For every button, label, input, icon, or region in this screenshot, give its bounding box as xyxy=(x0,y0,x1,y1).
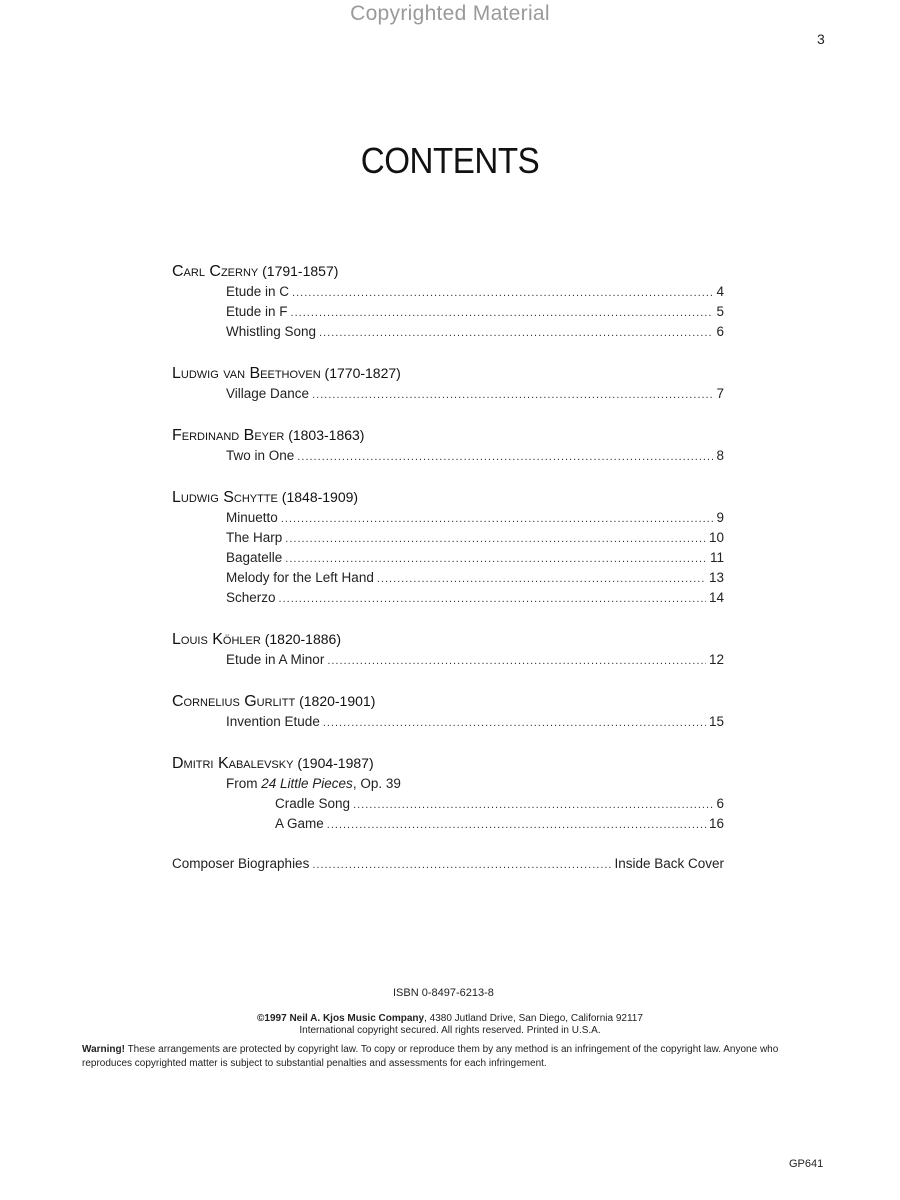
dot-leader xyxy=(327,815,706,835)
entry-page: 10 xyxy=(708,530,724,545)
composer-name: Cornelius Gurlitt xyxy=(172,693,296,710)
entry-page: 5 xyxy=(716,304,724,319)
toc-entry xyxy=(172,282,724,302)
composer-name: Carl Czerny xyxy=(172,263,259,280)
dot-leader xyxy=(291,303,714,323)
composer-section xyxy=(172,424,724,466)
composer-heading xyxy=(172,260,724,282)
entry-page: 11 xyxy=(709,550,724,565)
toc-entry xyxy=(172,302,724,322)
entry-title: Whistling Song xyxy=(226,324,317,339)
toc-entry xyxy=(172,814,724,834)
composer-section xyxy=(172,628,724,670)
toc-entry xyxy=(172,548,724,568)
entry-title: A Game xyxy=(275,816,324,831)
composer-section xyxy=(172,690,724,732)
toc-entry xyxy=(172,508,724,528)
dot-leader xyxy=(312,855,611,875)
entry-title: Etude in A Minor xyxy=(226,652,325,667)
warning-text: These arrangements are protected by copyright law. To copy or reproduce them by any method is an infringement of the copyright law. Anyone who reproduces copyrighted matter is subject to substantial penalties and assessments for each infringement. xyxy=(82,1044,779,1069)
subheading-suffix: , Op. 39 xyxy=(352,776,401,791)
composer-name: Dmitri Kabalevsky xyxy=(172,755,294,772)
table-of-contents xyxy=(172,260,724,874)
entry-title: The Harp xyxy=(226,530,283,545)
entry-page: 12 xyxy=(708,652,724,667)
composer-heading xyxy=(172,362,724,384)
toc-entry xyxy=(172,588,724,608)
entry-title: Two in One xyxy=(226,448,295,463)
entry-page: 4 xyxy=(716,284,724,299)
toc-entry xyxy=(172,528,724,548)
entry-title: Etude in F xyxy=(226,304,288,319)
composer-heading xyxy=(172,752,724,774)
entry-title: Melody for the Left Hand xyxy=(226,570,374,585)
entry-title: Etude in C xyxy=(226,284,290,299)
entry-page: 7 xyxy=(716,386,724,401)
entry-title: Scherzo xyxy=(226,590,276,605)
composer-section xyxy=(172,362,724,404)
dot-leader xyxy=(377,569,706,589)
entry-title: Cradle Song xyxy=(275,796,351,811)
entry-page: 8 xyxy=(716,448,724,463)
entry-page: 14 xyxy=(708,590,724,605)
composer-name: Louis Köhler xyxy=(172,631,261,648)
copyright-notice xyxy=(0,1013,900,1037)
composer-heading xyxy=(172,628,724,650)
toc-entry xyxy=(172,384,724,404)
dot-leader xyxy=(297,447,713,467)
composer-dates: (1820-1886) xyxy=(264,631,341,647)
dot-leader xyxy=(319,323,713,343)
isbn: ISBN 0-8497-6213-8 xyxy=(393,987,494,999)
subheading-prefix: From xyxy=(226,776,262,791)
dot-leader xyxy=(285,549,707,569)
copyright-line xyxy=(0,1013,900,1025)
entry-page: 6 xyxy=(716,324,724,339)
composer-heading xyxy=(172,690,724,712)
composer-section xyxy=(172,486,724,608)
entry-page: 15 xyxy=(708,714,724,729)
copyright-warning xyxy=(82,1043,804,1071)
entry-title: Bagatelle xyxy=(226,550,283,565)
publisher-name: ©1997 Neil A. Kjos Music Company xyxy=(257,1013,425,1024)
toc-entry xyxy=(172,568,724,588)
dot-leader xyxy=(292,283,713,303)
biographies-entry xyxy=(172,854,724,874)
composer-name: Ferdinand Beyer xyxy=(172,427,285,444)
entry-page: Inside Back Cover xyxy=(614,856,724,871)
dot-leader xyxy=(312,385,713,405)
toc-entry xyxy=(172,322,724,342)
composer-section xyxy=(172,752,724,834)
composer-name: Ludwig van Beethoven xyxy=(172,365,321,382)
toc-entry xyxy=(172,446,724,466)
page-title: CONTENTS xyxy=(360,140,540,181)
composer-dates: (1820-1901) xyxy=(299,693,376,709)
dot-leader xyxy=(327,651,706,671)
publisher-address: , 4380 Jutland Drive, San Diego, California 92117 xyxy=(424,1013,643,1024)
entry-page: 16 xyxy=(708,816,724,831)
warning-label: Warning! xyxy=(82,1044,125,1055)
composer-dates: (1848-1909) xyxy=(281,489,359,505)
page-number: 3 xyxy=(817,31,825,47)
composer-name: Ludwig Schytte xyxy=(172,489,278,506)
composer-dates: (1791-1857) xyxy=(262,263,339,279)
catalog-code: GP641 xyxy=(789,1158,824,1170)
watermark: Copyrighted Material xyxy=(350,2,550,25)
composer-heading xyxy=(172,486,724,508)
dot-leader xyxy=(279,589,706,609)
toc-entry xyxy=(172,794,724,814)
composer-dates: (1904-1987) xyxy=(297,755,374,771)
composer-dates: (1770-1827) xyxy=(324,365,401,381)
entry-title: Minuetto xyxy=(226,510,278,525)
entry-page: 13 xyxy=(708,570,724,585)
composer-section xyxy=(172,260,724,342)
composer-dates: (1803-1863) xyxy=(288,427,365,443)
dot-leader xyxy=(281,509,714,529)
collection-title: 24 Little Pieces xyxy=(261,776,353,791)
rights-line: International copyright secured. All rights reserved. Printed in U.S.A. xyxy=(299,1025,601,1036)
dot-leader xyxy=(323,713,706,733)
composer-heading xyxy=(172,424,724,446)
entry-title: Village Dance xyxy=(226,386,310,401)
entry-page: 6 xyxy=(716,796,724,811)
collection-subheading xyxy=(172,774,724,794)
entry-title: Invention Etude xyxy=(226,714,320,729)
entry-title: Composer Biographies xyxy=(172,856,310,871)
dot-leader xyxy=(353,795,713,815)
entry-page: 9 xyxy=(716,510,724,525)
dot-leader xyxy=(285,529,706,549)
toc-entry xyxy=(172,712,724,732)
toc-entry xyxy=(172,650,724,670)
